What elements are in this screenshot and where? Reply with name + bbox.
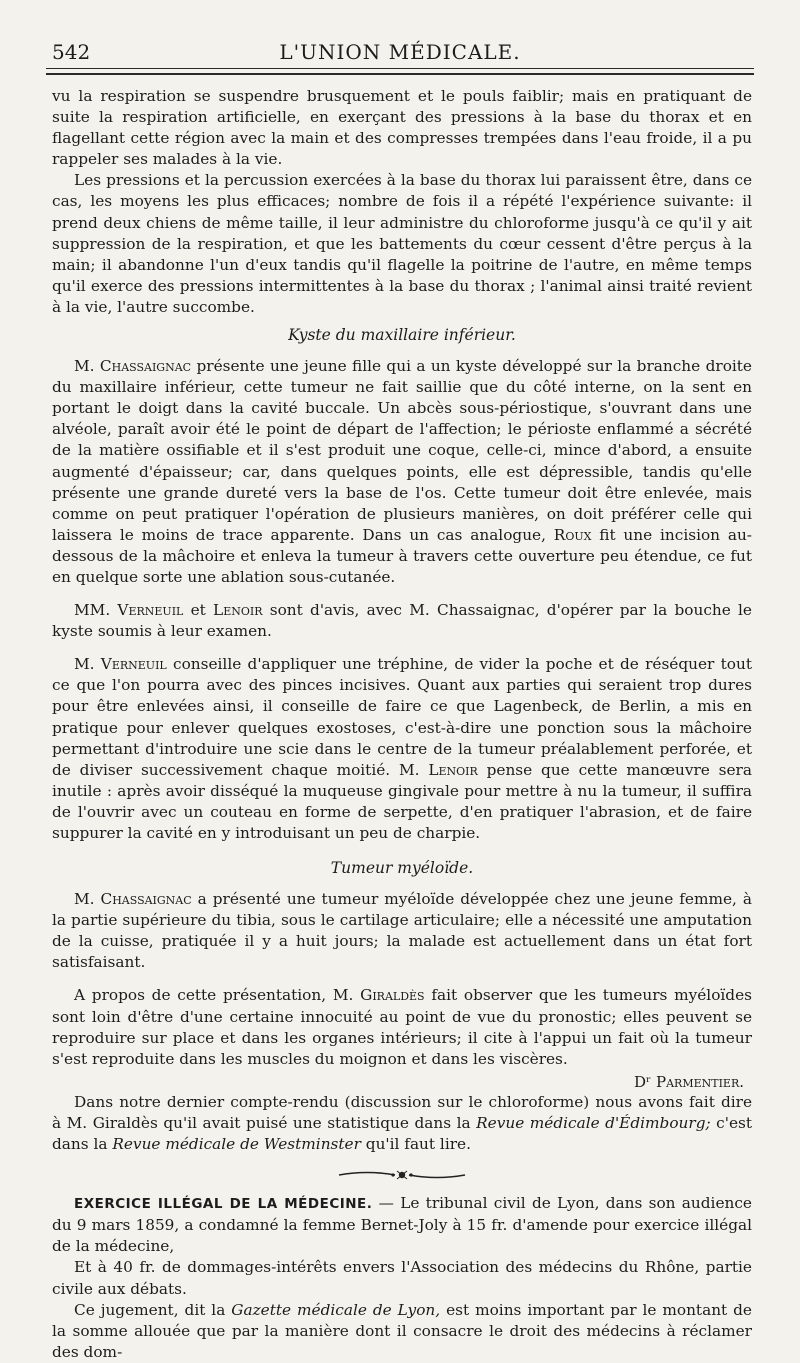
author-name: Verneuil — [100, 655, 167, 674]
signature-title: Dʳ — [633, 1072, 656, 1091]
journal-title: Revue médicale de Westminster — [112, 1135, 361, 1154]
paragraph-tumeur — [52, 889, 752, 973]
paragraph-pressions: Les pressions et la percussion exercées à la base du thorax lui paraissent être, dans ce cas, les moyens les plus efficaces; nombre de fois il a répété l'expérience suivante: il prend deux chiens de même taille, il leur administre du chloroforme jusqu'à ce qu'il y ait suppression de la respiration, et que les battements du cœur cessent d'être perçus à la main; il abandonne l'un d'eux tandis qu'il flagelle la poitrine de l'autre, en même temps qu'il exerce des pressions intermittentes à la base du thorax ; l'animal ainsi traité revient à la vie, l'autre succombe. — [52, 171, 752, 316]
paragraph-text: fit une incision au-dessous de la mâchoire et enleva la tumeur à travers cette ouverture peu étendue, ce fut en quelque sorte une ablation sous-cutanée. — [52, 525, 752, 586]
section-title-kyste: Kyste du maxillaire inférieur. — [288, 326, 516, 345]
signature — [52, 1072, 752, 1092]
author-name: Giraldès — [360, 986, 425, 1005]
paragraph-trephine — [52, 654, 752, 844]
page-number: 542 — [52, 40, 91, 64]
paragraph-text: Dans notre dernier compte-rendu (discussion sur le chloroforme) nous avons fait dire à M. Giraldès qu'il avait puisé une statistique dans la — [52, 1092, 752, 1132]
paragraph-text: et — [183, 601, 214, 620]
paragraph-avis — [52, 600, 752, 642]
signature-name: Parmentier. — [656, 1072, 744, 1091]
page-header — [52, 40, 748, 68]
author-name: Lenoir — [428, 760, 478, 779]
section-title-tumeur: Tumeur myéloïde. — [330, 859, 474, 878]
paragraph-text: présente une jeune fille qui a un kyste développé sur la branche droite du maxillaire inférieur, cette tumeur ne fait saillie que du côté interne, on la sent en portant le doigt dans la cavité buccale. Un abcès sous-périostique, s'ouvrant dans une alvéole, paraît avoir été le point de départ de l'affection; le périoste enflammé a sécrété de la matière ossifiable et il s'est produit une coque, celle-ci, mince d'abord, a ensuite augmenté d'épaisseur; car, dans quelques points, elle est dépressible, tandis qu'elle présente une grande dureté vers la base de l'os. Cette tumeur doit être enlevée, mais comme on peut pratiquer l'opération de plusieurs manières, on doit préférer celle qui laissera le moins de trace apparente. Dans un cas analogue, — [52, 357, 752, 544]
running-title: L'UNION MÉDICALE. — [279, 40, 521, 64]
news-heading: EXERCICE ILLÉGAL DE LA MÉDECINE. — [74, 1196, 373, 1213]
paragraph-text: est moins important par le montant de la somme allouée que par la manière dont il consacre le droit des médecins à réclamer des dom- — [52, 1300, 752, 1361]
paragraph-respiration: vu la respiration se suspendre brusquement et le pouls faiblir; mais en pratiquant de suite la respiration artificielle, en exerçant des pressions à la base du thorax et en flagellant cette région avec la main et des compresses trempées dans l'eau froide, il a pu rappeler ses malades à la vie. — [52, 87, 752, 169]
paragraph-exercice-illegal — [52, 1193, 752, 1257]
journal-title: Gazette médicale de Lyon, — [231, 1300, 441, 1319]
author-name: M. Chassaignac — [74, 890, 192, 909]
paragraph-text: a présenté une tumeur myéloïde développée chez une jeune femme, à la partie supérieure du tibia, sous le cartilage articulaire; elle a nécessité une amputation de la cuisse, pratiquée il y a huit jours; la malade est actuellement dans un état fort satisfaisant. — [52, 890, 752, 972]
paragraph-text: sont d'avis, avec M. Chassaignac, d'opérer par la bouche le kyste soumis à leur examen. — [52, 601, 752, 641]
paragraph-text: conseille d'appliquer une tréphine, de vider la poche et de réséquer tout ce que l'on pourra avec des pinces incisives. Quant aux parties qui seraient trop dures pour être enlevées ainsi, il conseille de faire ce que Lagenbeck, de Berlin, a mis en pratique pour enlever quelques exostoses, c'est-à-dire une ponction sous la mâchoire permettant d'introduire une scie dans le centre de la tumeur préalablement perforée, et de diviser successivement chaque moitié. M. — [52, 655, 752, 779]
paragraph-text: c'est dans la — [52, 1113, 753, 1154]
author-name: M. Chassaignac — [74, 357, 192, 376]
paragraph-text: Ce jugement, dit la — [74, 1300, 232, 1319]
author-name: Roux — [553, 525, 592, 544]
paragraph-kyste — [52, 356, 752, 588]
paragraph-text: pense que cette manœuvre sera inutile : après avoir disséqué la muqueuse gingivale pour mettre à nu la tumeur, il suffira de l'ouvrir avec un couteau en forme de serpette, d'en pratiquer l'abrasion, et de faire suppurer la cavité en y introduisant un peu de charpie. — [52, 760, 752, 842]
author-name: Verneuil — [117, 601, 184, 620]
paragraph-text: qu'il faut lire. — [360, 1135, 471, 1154]
paragraph-giraldes — [52, 985, 752, 1069]
ornament-icon — [337, 1169, 467, 1181]
author-name: Lenoir — [213, 601, 263, 620]
paragraph-jugement — [52, 1300, 752, 1363]
paragraph-erratum — [52, 1092, 752, 1155]
article-body — [52, 86, 752, 1363]
paragraph-text: MM. — [74, 601, 118, 620]
paragraph-text: A propos de cette présentation, M. — [74, 986, 361, 1005]
paragraph-text: — Le tribunal civil de Lyon, dans son audience du 9 mars 1859, a condamné la femme Bernet-Joly à 15 fr. d'amende pour exercice illégal de la médecine, — [52, 1194, 752, 1256]
header-rule — [46, 68, 754, 75]
paragraph-text: M. — [74, 655, 101, 674]
paragraph-dommages: Et à 40 fr. de dommages-intérêts envers l'Association des médecins du Rhône, partie civile aux débats. — [52, 1258, 752, 1298]
ornament-divider — [52, 1169, 752, 1181]
journal-title: Revue médicale d'Édimbourg; — [476, 1113, 711, 1132]
paragraph-text: fait observer que les tumeurs myéloïdes sont loin d'être d'une certaine innocuité au point de vue du pronostic; elles peuvent se reproduire sur place et dans les organes intérieurs; il cite à l'appui un fait où la tumeur s'est reproduite dans les muscles du moignon et dans les viscères. — [52, 986, 752, 1068]
